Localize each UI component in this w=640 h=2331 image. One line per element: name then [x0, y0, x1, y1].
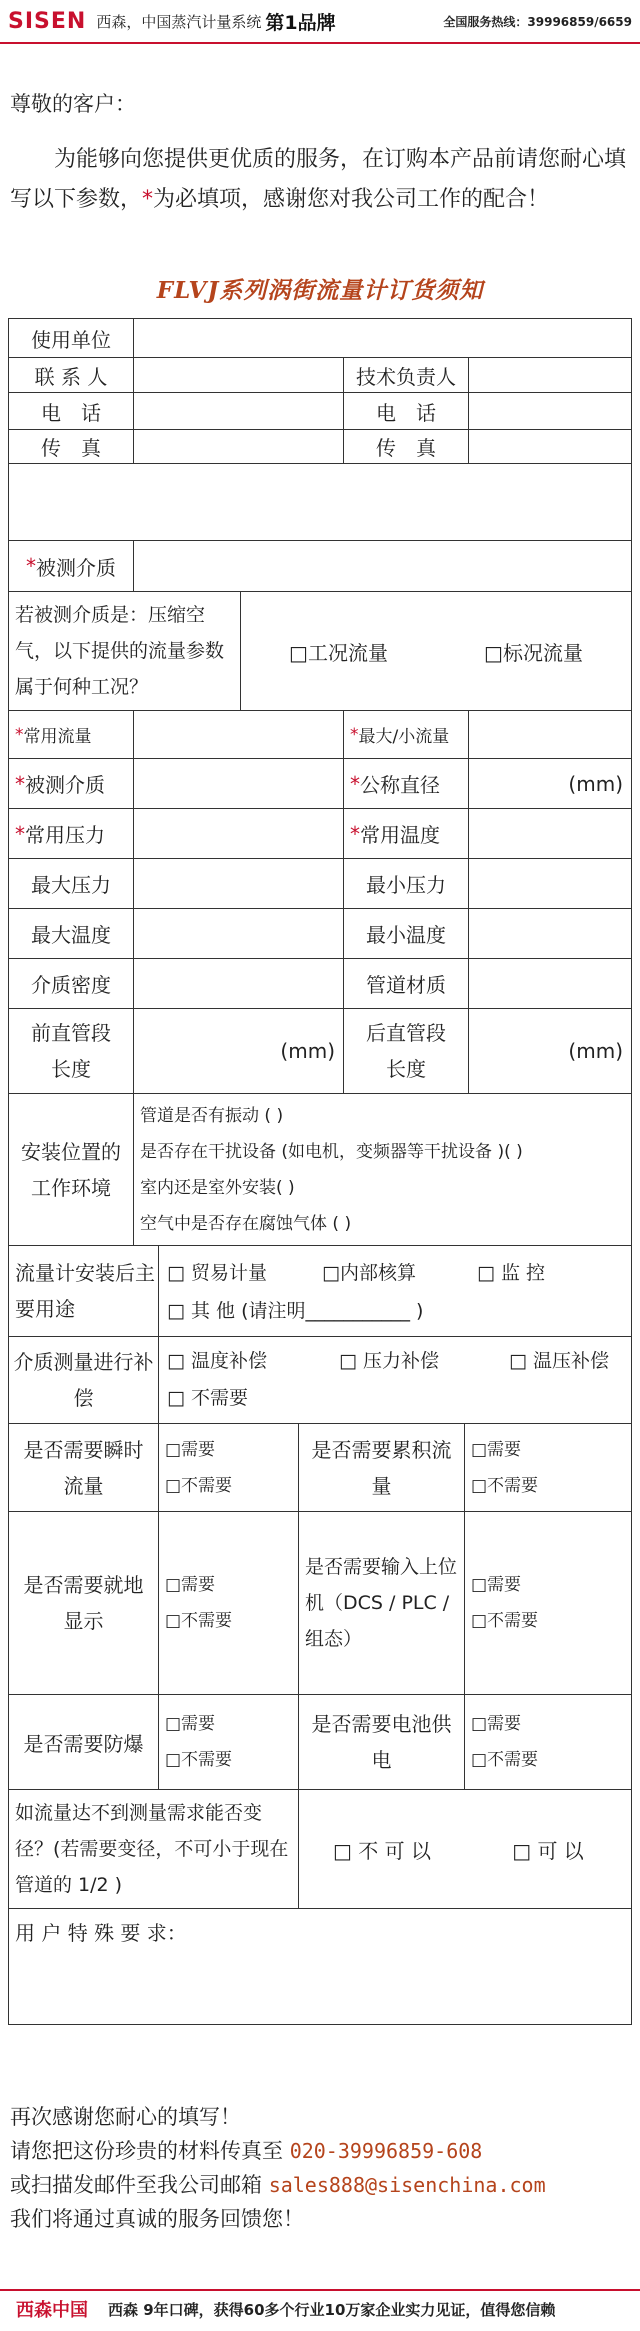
intro-paragraph: 为能够向您提供更优质的服务，在订购本产品前请您耐心填写以下参数，*为必填项，感谢您对我公司工作的配合！	[10, 147, 627, 212]
field-common-temp[interactable]	[469, 809, 631, 859]
order-form-table	[8, 318, 632, 2025]
field-tech-lead[interactable]	[469, 358, 631, 393]
purpose-options	[159, 1246, 631, 1337]
label-reducer-question: 如流量达不到测量需求能否变径？(若需要变径，不可小于现在管道的 1/2 )	[9, 1790, 299, 1909]
form-title: FLVJ系列涡街流量计订货须知	[156, 277, 484, 304]
instant-no-need[interactable]: □不需要	[165, 1475, 233, 1496]
comp-pressure[interactable]: □ 压力补偿	[339, 1350, 439, 1372]
field-common-pressure[interactable]	[134, 809, 344, 859]
field-pipe-material[interactable]	[469, 959, 631, 1009]
field-max-pressure[interactable]	[134, 859, 344, 909]
label-min-temp: 最小温度	[344, 909, 469, 959]
upper-no-need[interactable]: □不需要	[471, 1611, 539, 1631]
label-user-unit: 使用单位	[9, 319, 134, 358]
tagline-emphasis: 第1品牌	[265, 11, 336, 34]
label-common-pressure: * 常用压力	[9, 809, 134, 859]
purpose-internal[interactable]: □内部核算	[322, 1262, 416, 1284]
label-medium-2: * 被测介质	[9, 759, 134, 809]
label-input-upper-computer: 是否需要输入上位机（DCS / PLC /组态）	[299, 1512, 465, 1695]
label-max-temp: 最大温度	[9, 909, 134, 959]
label-compensation: 介质测量进行补偿	[9, 1337, 159, 1424]
cumulative-flow-options	[465, 1424, 631, 1512]
field-density[interactable]	[134, 959, 344, 1009]
field-medium-2[interactable]	[134, 759, 344, 809]
page-header	[0, 0, 640, 44]
label-phone-2: 电 话	[344, 393, 469, 430]
tagline: 西森，中国蒸汽计量系统	[96, 12, 262, 31]
field-nominal-diameter[interactable]	[469, 759, 631, 809]
fax-number: 020-39996859-608	[289, 2139, 483, 2163]
label-medium: * 被测介质	[9, 541, 134, 592]
label-main-purpose: 流量计安装后主要用途	[9, 1246, 159, 1337]
label-special-requirements: 用 户 特 殊 要 求：	[15, 1921, 187, 1945]
label-density: 介质密度	[9, 959, 134, 1009]
upper-computer-options	[465, 1512, 631, 1695]
env-vibration[interactable]: 管道是否有振动 ( )	[140, 1105, 284, 1126]
blank-row	[9, 464, 631, 541]
cumulative-no-need[interactable]: □不需要	[471, 1475, 539, 1496]
upper-need[interactable]: □需要	[471, 1575, 522, 1595]
label-cumulative-flow: 是否需要累积流量	[299, 1424, 465, 1512]
purpose-monitor[interactable]: □ 监 控	[477, 1262, 546, 1284]
label-front-straight-pipe: 前直管段长度	[9, 1009, 134, 1094]
label-battery-power: 是否需要电池供电	[299, 1695, 465, 1790]
option-standard-flow[interactable]: □标况流量	[436, 592, 631, 711]
label-max-pressure: 最大压力	[9, 859, 134, 909]
special-requirements-field[interactable]	[9, 1909, 631, 2024]
local-display-no-need[interactable]: □不需要	[165, 1611, 233, 1631]
footer-logo: 西森中国	[16, 2300, 88, 2321]
label-nominal-diameter: * 公称直径	[344, 759, 469, 809]
field-rear-straight-pipe[interactable]	[469, 1009, 631, 1094]
instant-flow-options	[159, 1424, 299, 1512]
option-working-flow[interactable]: □工况流量	[241, 592, 436, 711]
local-display-options	[159, 1512, 299, 1695]
env-indoor-outdoor[interactable]: 室内还是室外安装( )	[140, 1177, 295, 1198]
field-user-unit[interactable]	[134, 319, 631, 358]
env-interference[interactable]: 是否存在干扰设备 (如电机，变频器等干扰设备 )( )	[140, 1141, 523, 1162]
field-phone[interactable]	[134, 393, 344, 430]
field-common-flow[interactable]	[134, 711, 344, 759]
field-min-temp[interactable]	[469, 909, 631, 959]
field-medium[interactable]	[134, 541, 631, 592]
footer-slogan: 西森 9年口碑，获得60多个行业10万家企业实力见证，值得您信赖	[108, 2300, 556, 2319]
closing-message	[10, 2100, 546, 2236]
battery-need[interactable]: □需要	[471, 1714, 522, 1734]
label-max-min-flow: * 最大/小流量	[344, 711, 469, 759]
field-front-straight-pipe[interactable]	[134, 1009, 344, 1094]
option-cannot-reduce[interactable]: □ 不 可 以	[299, 1790, 465, 1909]
page-footer	[0, 2289, 640, 2327]
cumulative-need[interactable]: □需要	[471, 1439, 522, 1460]
field-min-pressure[interactable]	[469, 859, 631, 909]
label-rear-straight-pipe: 后直管段长度	[344, 1009, 469, 1094]
explosion-options	[159, 1695, 299, 1790]
local-display-need[interactable]: □需要	[165, 1575, 216, 1595]
service-hotline: 全国服务热线：39996859/6659	[443, 14, 632, 29]
label-fax-2: 传 真	[344, 430, 469, 464]
explosion-no-need[interactable]: □不需要	[165, 1750, 233, 1770]
closing-service: 我们将通过真诚的服务回馈您！	[10, 2207, 304, 2231]
field-fax[interactable]	[134, 430, 344, 464]
field-max-min-flow[interactable]	[469, 711, 631, 759]
field-fax-2[interactable]	[469, 430, 631, 464]
label-pipe-material: 管道材质	[344, 959, 469, 1009]
closing-thanks: 再次感谢您耐心的填写！	[10, 2105, 241, 2129]
install-environment-questions	[134, 1094, 631, 1246]
explosion-need[interactable]: □需要	[165, 1714, 216, 1734]
label-fax: 传 真	[9, 430, 134, 464]
comp-temp-pressure[interactable]: □ 温压补偿	[509, 1350, 609, 1372]
unit-mm: (mm)	[568, 771, 623, 796]
label-instant-flow: 是否需要瞬时流量	[9, 1424, 159, 1512]
unit-mm: (mm)	[568, 1039, 623, 1063]
label-local-display: 是否需要就地显示	[9, 1512, 159, 1695]
battery-options	[465, 1695, 631, 1790]
compensation-options	[159, 1337, 631, 1424]
brand-logo: SISEN	[8, 8, 87, 34]
label-tech-lead: 技术负责人	[344, 358, 469, 393]
purpose-other[interactable]: □ 其 他 (请注明___________ )	[167, 1300, 424, 1322]
instant-need[interactable]: □需要	[165, 1439, 216, 1460]
battery-no-need[interactable]: □不需要	[471, 1750, 539, 1770]
comp-temperature[interactable]: □ 温度补偿	[167, 1350, 267, 1372]
purpose-trade[interactable]: □ 贸易计量	[167, 1262, 267, 1284]
env-corrosive-gas[interactable]: 空气中是否存在腐蚀气体 ( )	[140, 1213, 352, 1234]
comp-none[interactable]: □ 不需要	[167, 1387, 248, 1409]
label-install-environment: 安装位置的工作环境	[9, 1094, 134, 1246]
label-explosion-proof: 是否需要防爆	[9, 1695, 159, 1790]
unit-mm: (mm)	[280, 1039, 335, 1063]
field-phone-2[interactable]	[469, 393, 631, 430]
label-min-pressure: 最小压力	[344, 859, 469, 909]
closing-email-line: 或扫描发邮件至我公司邮箱 sales888@sisenchina.com	[10, 2173, 546, 2197]
label-contact: 联 系 人	[9, 358, 134, 393]
label-phone: 电 话	[9, 393, 134, 430]
field-max-temp[interactable]	[134, 909, 344, 959]
email-address[interactable]: sales888@sisenchina.com	[268, 2173, 546, 2197]
field-contact[interactable]	[134, 358, 344, 393]
label-common-flow: * 常用流量	[9, 711, 134, 759]
label-compressed-air-question: 若被测介质是：压缩空气，以下提供的流量参数属于何种工况？	[9, 592, 241, 711]
greeting: 尊敬的客户：	[10, 92, 136, 116]
label-common-temp: * 常用温度	[344, 809, 469, 859]
closing-fax-line: 请您把这份珍贵的材料传真至 020-39996859-608	[10, 2139, 483, 2163]
option-can-reduce[interactable]: □ 可 以	[465, 1790, 631, 1909]
